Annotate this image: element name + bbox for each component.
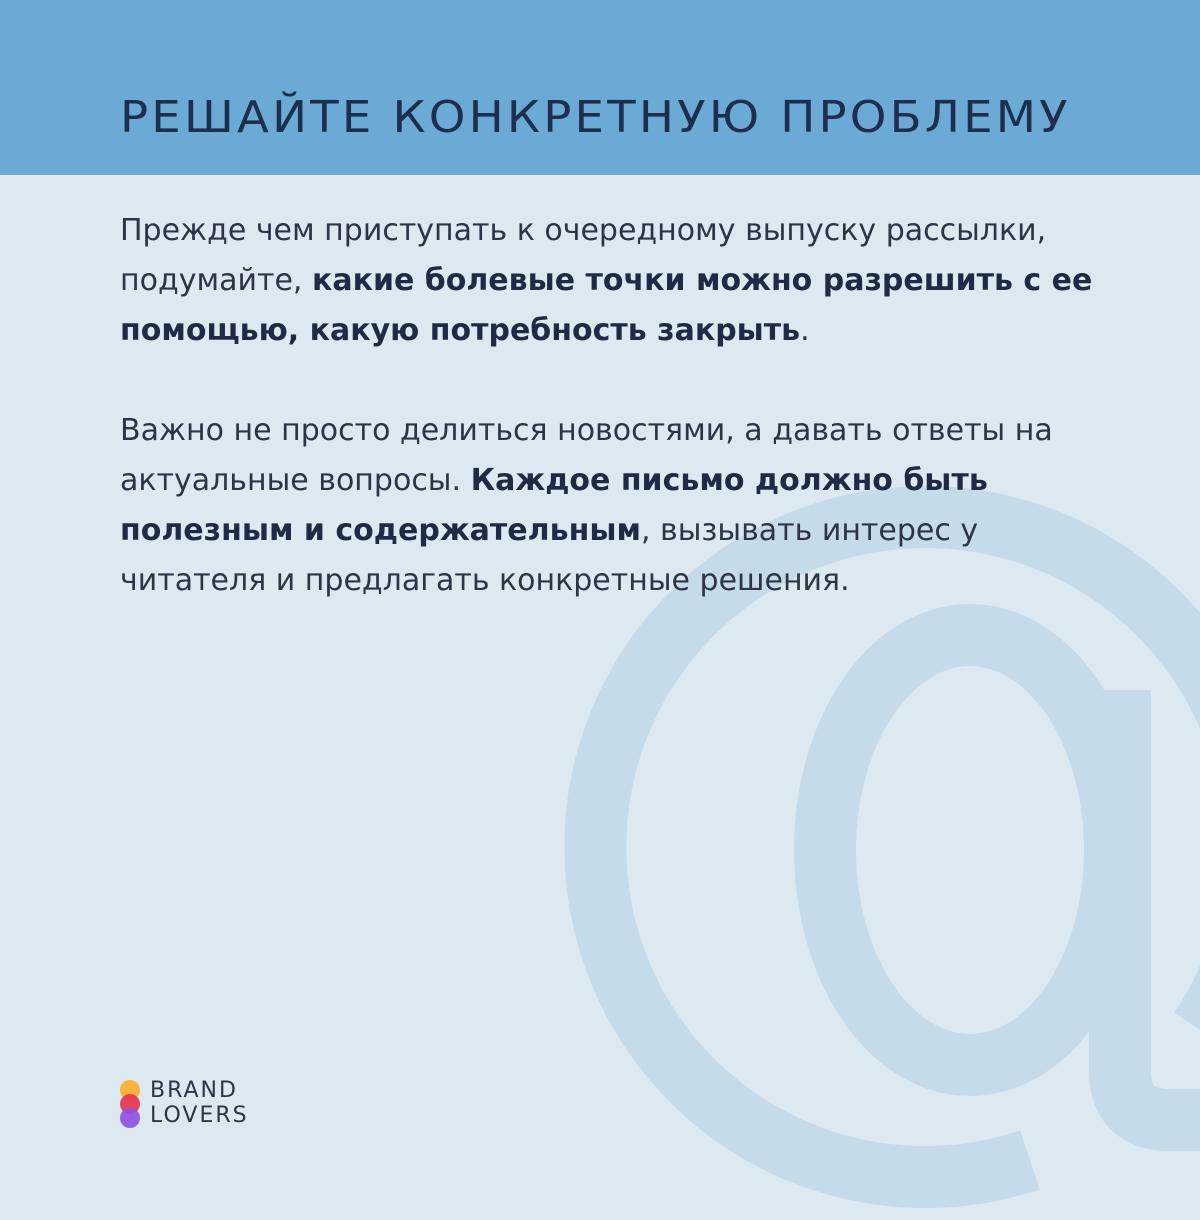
logo-line-2: LOVERS	[150, 1103, 249, 1128]
page-title: РЕШАЙТЕ КОНКРЕТНУЮ ПРОБЛЕМУ	[120, 92, 1071, 143]
logo-text	[150, 1078, 249, 1128]
paragraph-1-end: .	[800, 313, 810, 348]
paragraph-2-bold: Каждое письмо должно быть полезным и содержательным	[120, 463, 988, 548]
paragraph-2-text: Важно не просто делиться новостями, а давать ответы на актуальные вопросы.	[120, 413, 1053, 498]
paragraph-2	[120, 406, 1120, 606]
paragraph-1-bold: какие болевые точки можно разрешить с ее помощью, какую потребность закрыть	[120, 263, 1093, 348]
logo-dots-icon	[118, 1078, 142, 1130]
paragraph-2-end: , вызывать интерес у читателя и предлагать конкретные решения.	[120, 513, 979, 598]
paragraph-1	[120, 206, 1120, 356]
logo-line-1: BRAND	[150, 1078, 238, 1103]
header-banner	[0, 0, 1200, 175]
brand-logo	[118, 1078, 278, 1130]
content-text	[120, 206, 1120, 656]
paragraph-1-text: Прежде чем приступать к очередному выпуску рассылки, подумайте,	[120, 213, 1047, 298]
